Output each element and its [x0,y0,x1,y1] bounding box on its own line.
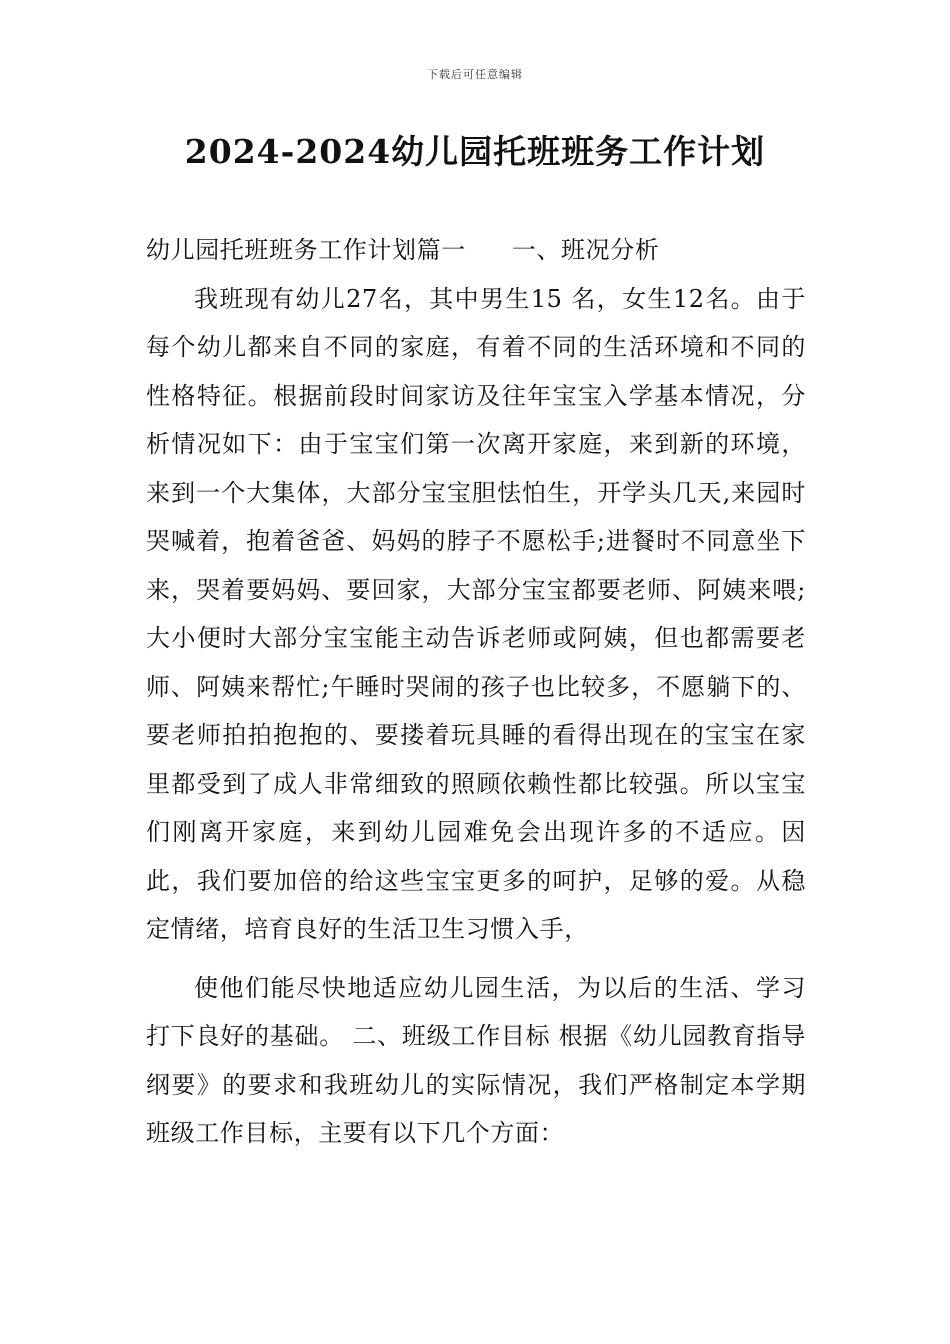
header-note: 下载后可任意编辑 [427,68,523,81]
document-title: 2024-2024幼儿园托班班务工作计划 [184,132,766,171]
section-heading-class-analysis: 一、班况分析 [511,236,660,264]
section-heading-line [146,226,806,275]
paragraph-work-goals: 使他们能尽快地适应幼儿园生活，为以后的生活、学习打下良好的基础。 二、班级工作目标 根据《幼儿园教育指导纲要》的要求和我班幼儿的实际情况，我们严格制定本学期班级工作目标，主要有以下几个方面： [146,973,806,1147]
paragraph-class-analysis: 我班现有幼儿27名，其中男生15 名，女生12名。由于每个幼儿都来自不同的家庭，有着不同的生活环境和不同的性格特征。根据前段时间家访及往年宝宝入学基本情况，分析情况如下：由于宝宝们第一次离开家庭，来到新的环境，来到一个大集体，大部分宝宝胆怯怕生，开学头几天,来园时哭喊着，抱着爸爸、妈妈的脖子不愿松手;进餐时不同意坐下来，哭着要妈妈、要回家，大部分宝宝都要老师、阿姨来喂;大小便时大部分宝宝能主动告诉老师或阿姨，但也都需要老师、阿姨来帮忙;午睡时哭闹的孩子也比较多，不愿躺下的、要老师拍拍抱抱的、要搂着玩具睡的看得出现在的宝宝在家里都受到了成人非常细致的照顾依赖性都比较强。所以宝宝们刚离开家庭，来到幼儿园难免会出现许多的不适应。因此，我们要加倍的给这些宝宝更多的呵护，足够的爱。从稳定情绪，培育良好的生活卫生习惯入手， [146,284,806,943]
document-body [146,226,806,1158]
plan-subtitle: 幼儿园托班班务工作计划篇一 [146,236,466,264]
